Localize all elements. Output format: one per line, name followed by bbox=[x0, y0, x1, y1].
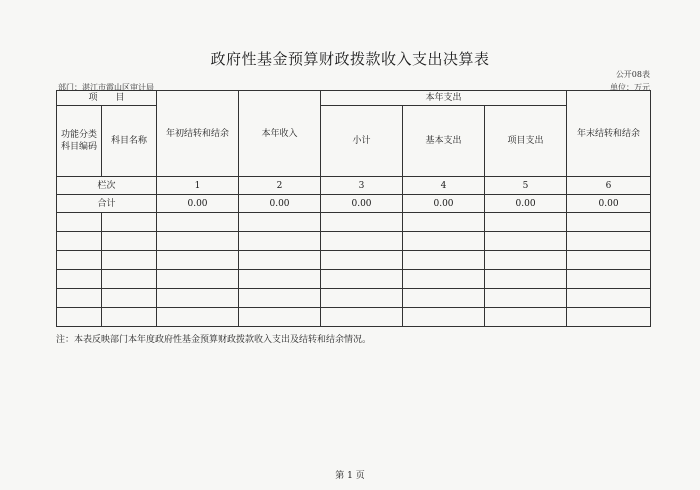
total-label: 合计 bbox=[57, 195, 157, 213]
total-cell: 0.00 bbox=[239, 195, 321, 213]
total-cell: 0.00 bbox=[157, 195, 239, 213]
budget-table bbox=[56, 90, 651, 327]
table-row bbox=[57, 213, 651, 232]
column-index-cell: 4 bbox=[403, 177, 485, 195]
header-subject-name: 科目名称 bbox=[102, 106, 157, 177]
total-row bbox=[57, 195, 651, 213]
total-cell: 0.00 bbox=[485, 195, 567, 213]
total-cell: 0.00 bbox=[321, 195, 403, 213]
header-project-exp: 项目支出 bbox=[485, 106, 567, 177]
column-index-row bbox=[57, 177, 651, 195]
table-row bbox=[57, 308, 651, 327]
table-row bbox=[57, 289, 651, 308]
footnote: 注：本表反映部门本年度政府性基金预算财政拨款收入支出及结转和结余情况。 bbox=[56, 335, 372, 345]
column-index-cell: 2 bbox=[239, 177, 321, 195]
column-index-cell: 5 bbox=[485, 177, 567, 195]
table-row bbox=[57, 232, 651, 251]
header-expenditure-group: 本年支出 bbox=[321, 91, 567, 106]
table-row bbox=[57, 251, 651, 270]
header-basic-exp: 基本支出 bbox=[403, 106, 485, 177]
form-code: 公开08表 bbox=[615, 70, 650, 79]
header-income: 本年收入 bbox=[239, 91, 321, 177]
report-title: 政府性基金预算财政拨款收入支出决算表 bbox=[210, 50, 490, 68]
unit-label: 单位：万元 bbox=[610, 83, 650, 92]
total-cell: 0.00 bbox=[567, 195, 651, 213]
department-label: 部门：湛江市霞山区审计局 bbox=[58, 83, 154, 92]
column-index-cell: 3 bbox=[321, 177, 403, 195]
table-row bbox=[57, 270, 651, 289]
column-index-label: 栏次 bbox=[57, 177, 157, 195]
header-func-code: 功能分类科目编码 bbox=[57, 106, 102, 177]
header-subtotal: 小计 bbox=[321, 106, 403, 177]
header-begin-balance: 年初结转和结余 bbox=[157, 91, 239, 177]
column-index-cell: 1 bbox=[157, 177, 239, 195]
header-item: 项 目 bbox=[57, 91, 157, 106]
total-cell: 0.00 bbox=[403, 195, 485, 213]
page-number: 第 1 页 bbox=[335, 471, 365, 481]
column-index-cell: 6 bbox=[567, 177, 651, 195]
header-end-balance: 年末结转和结余 bbox=[567, 91, 651, 177]
